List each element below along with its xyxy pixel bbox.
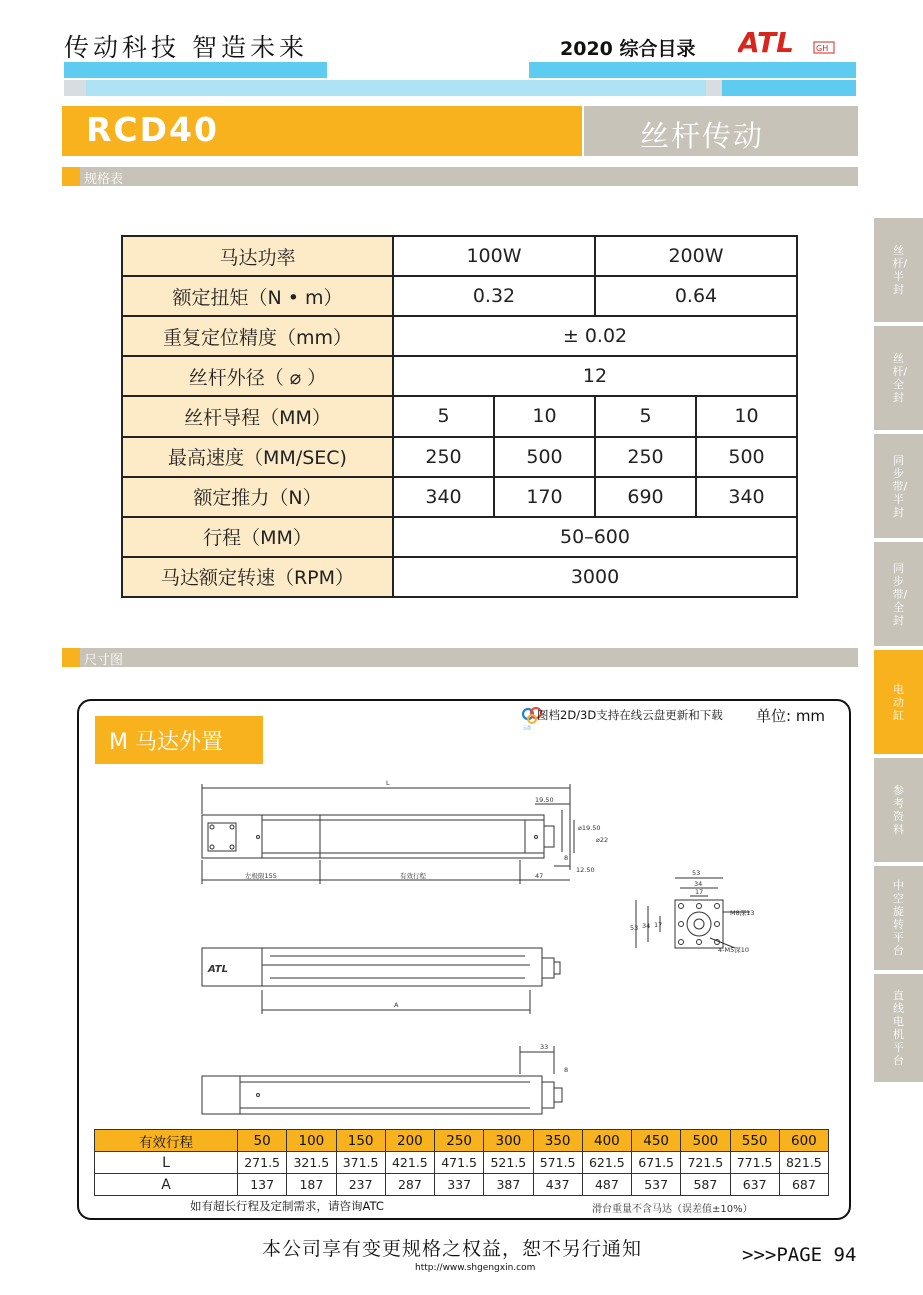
section-dimension-bar: [62, 648, 858, 667]
logo-text: ATL: [738, 28, 794, 56]
spec-row: [122, 316, 797, 356]
dimension-cell: 237: [336, 1174, 385, 1196]
spec-cell: 250: [393, 437, 494, 477]
spec-cell: 5: [595, 396, 696, 436]
side-tab-screw-half[interactable]: [874, 218, 923, 322]
stroke-cell: 300: [484, 1130, 533, 1152]
dimension-cell: 471.5: [435, 1152, 484, 1174]
side-tab-reference[interactable]: [874, 758, 923, 862]
dimension-cell: 521.5: [484, 1152, 533, 1174]
dim-34: 34: [694, 880, 703, 888]
dimension-cell: 321.5: [287, 1152, 336, 1174]
dimension-row-label: L: [95, 1152, 238, 1174]
spec-row: [122, 557, 797, 597]
spec-cell: 0.64: [595, 276, 797, 316]
spec-cell: 690: [595, 477, 696, 517]
dim-phi19-50: ⌀19.50: [578, 824, 601, 832]
dimension-cell: 287: [385, 1174, 434, 1196]
dimension-cell: 387: [484, 1174, 533, 1196]
dimension-cell: 571.5: [533, 1152, 582, 1174]
dimension-cell: 337: [435, 1174, 484, 1196]
atl-logo: [738, 28, 848, 56]
motor-config-tag: M 马达外置: [95, 716, 263, 764]
dimension-cell: 371.5: [336, 1152, 385, 1174]
dimension-cell: 437: [533, 1174, 582, 1196]
spec-row: [122, 236, 797, 276]
dimension-cell: 671.5: [632, 1152, 681, 1174]
dim-33: 33: [540, 1043, 549, 1051]
page-number: >>>PAGE 94: [742, 1244, 857, 1266]
dim-8: 8: [564, 854, 569, 862]
dim-effective-stroke: 有效行程: [400, 872, 426, 880]
dimension-row-label: A: [95, 1174, 238, 1196]
dim-phi22: ⌀22: [596, 836, 609, 844]
stroke-cell: 150: [336, 1130, 385, 1152]
spec-cell: 0.32: [393, 276, 595, 316]
side-tab-label: 电动缸: [893, 682, 904, 722]
stroke-cell: 500: [681, 1130, 730, 1152]
body-logo-text: ATL: [208, 964, 228, 975]
spec-cell: 200W: [595, 236, 797, 276]
stroke-cell: 250: [435, 1130, 484, 1152]
spec-cell: 500: [696, 437, 797, 477]
spec-row: [122, 396, 797, 436]
dimension-cell: 771.5: [730, 1152, 779, 1174]
spec-cell: 100W: [393, 236, 595, 276]
dimension-cell: 537: [632, 1174, 681, 1196]
dimension-cell: 721.5: [681, 1152, 730, 1174]
spec-label: 马达额定转速（RPM）: [122, 557, 393, 597]
catalog-title: 2020 综合目录: [560, 38, 696, 60]
section-dimension-label: 尺寸图: [84, 653, 124, 668]
side-tab-screw-full[interactable]: [874, 326, 923, 430]
spec-row: [122, 276, 797, 316]
dimension-header-label: 有效行程: [95, 1130, 238, 1152]
dim-19-50: 19.50: [535, 796, 554, 804]
spec-label: 行程（MM）: [122, 517, 393, 557]
stroke-cell: 600: [779, 1130, 828, 1152]
dimension-cell: 587: [681, 1174, 730, 1196]
header-bar-cyan-end: [722, 80, 856, 96]
dim-53: 53: [692, 869, 701, 877]
dim-left-limit: 左极限155: [245, 872, 277, 880]
dim-34-vertical: 34: [642, 922, 651, 930]
stroke-cell: 200: [385, 1130, 434, 1152]
header-bar-cyan-left: [64, 62, 327, 78]
header-bar-light: [86, 80, 706, 96]
dimension-cell: 637: [730, 1174, 779, 1196]
side-tab-belt-half[interactable]: [874, 434, 923, 538]
side-tab-label: 同步带/全封: [892, 561, 908, 627]
stroke-cell: 400: [582, 1130, 631, 1152]
spec-label: 额定扭矩（N • m）: [122, 276, 393, 316]
side-tab-label: 同步带/半封: [892, 453, 908, 519]
side-tab-hollow-rotary[interactable]: [874, 866, 923, 970]
side-tab-linear-motor[interactable]: [874, 974, 923, 1082]
unit-label: 单位: mm: [756, 707, 826, 725]
cloud-download-note: 图档2D/3D支持在线云盘更新和下载: [537, 708, 723, 722]
stroke-cell: 550: [730, 1130, 779, 1152]
dimension-cell: 487: [582, 1174, 631, 1196]
dim-A: A: [394, 1001, 399, 1009]
spec-label: 马达功率: [122, 236, 393, 276]
dimension-cell: 271.5: [238, 1152, 287, 1174]
spec-cell: 340: [696, 477, 797, 517]
spec-row: [122, 437, 797, 477]
dim-12-50: 12.50: [576, 866, 595, 874]
logo-sub-text: GH: [816, 44, 829, 53]
footer-disclaimer: 本公司享有变更规格之权益，恕不另行通知: [262, 1238, 643, 1260]
third-view: [202, 1046, 562, 1114]
spec-cell: 5: [393, 396, 494, 436]
side-view: [202, 948, 560, 1014]
spec-label: 最高速度（MM/SEC): [122, 437, 393, 477]
dim-17: 17: [695, 888, 704, 896]
side-tab-belt-full[interactable]: [874, 542, 923, 646]
spec-row: [122, 517, 797, 557]
spec-cell: 170: [494, 477, 595, 517]
header-slogan: 传动科技 智造未来: [64, 33, 308, 62]
header-bar-gap: [327, 62, 527, 78]
dimension-cell: 621.5: [582, 1152, 631, 1174]
section-spec-bar: [62, 167, 858, 186]
dim-8-side: 8: [564, 1066, 569, 1074]
spec-cell: 500: [494, 437, 595, 477]
dimension-cell: 687: [779, 1174, 828, 1196]
stroke-cell: 50: [238, 1130, 287, 1152]
dimension-table: [94, 1129, 829, 1196]
stroke-cell: 450: [632, 1130, 681, 1152]
dimension-cell: 187: [287, 1174, 336, 1196]
spec-cell: 50–600: [393, 517, 797, 557]
header-bar-cyan-right: [529, 62, 856, 78]
section-spec-label: 规格表: [84, 172, 124, 187]
side-tab-label: 丝杆/半封: [892, 244, 908, 296]
dim-L: L: [386, 779, 390, 787]
dimension-cell: 137: [238, 1174, 287, 1196]
category-title: 丝杆传动: [640, 119, 765, 153]
footer-url[interactable]: http://www.shgengxin.com: [415, 1263, 536, 1273]
dim-m8: M8深13: [730, 909, 755, 917]
side-tab-label: 直线电机平台: [893, 989, 904, 1067]
technical-drawing: [190, 770, 810, 1130]
spec-label: 丝杆外径（ ⌀ ）: [122, 356, 393, 396]
side-tab-label: 中空旋转平台: [893, 879, 904, 957]
dimension-cell: 821.5: [779, 1152, 828, 1174]
cloud-icon-label: 云盘: [523, 725, 531, 730]
dimension-cell: 421.5: [385, 1152, 434, 1174]
dim-47: 47: [535, 872, 544, 880]
spec-label: 重复定位精度（mm）: [122, 316, 393, 356]
spec-cell: 3000: [393, 557, 797, 597]
spec-row: [122, 356, 797, 396]
spec-cell: 250: [595, 437, 696, 477]
spec-cell: 10: [696, 396, 797, 436]
top-view: [202, 784, 574, 884]
spec-label: 丝杆导程（MM）: [122, 396, 393, 436]
dim-m5: 4-M5深10: [718, 946, 749, 954]
dim-53-vertical: 53: [630, 924, 639, 932]
spec-cell: ± 0.02: [393, 316, 797, 356]
dim-17-vertical: 17: [654, 921, 663, 929]
spec-row: [122, 477, 797, 517]
spec-cell: 12: [393, 356, 797, 396]
stroke-cell: 350: [533, 1130, 582, 1152]
weight-note: 滑台重量不含马达（误差值±10%）: [592, 1204, 753, 1215]
side-tab-label: 丝杆/全封: [892, 352, 908, 404]
dimension-header-row: [95, 1130, 829, 1152]
model-title: RCD40: [86, 110, 219, 149]
custom-stroke-note: 如有超长行程及定制需求，请咨询ATC: [190, 1199, 384, 1213]
dimension-row-L: [95, 1152, 829, 1174]
side-tab-label: 参考资料: [893, 784, 904, 836]
dimension-row-A: [95, 1174, 829, 1196]
header-bar-gray-stub: [64, 80, 86, 96]
side-tab-electric-cylinder[interactable]: [874, 650, 923, 754]
stroke-cell: 100: [287, 1130, 336, 1152]
spec-cell: 10: [494, 396, 595, 436]
spec-table: [121, 235, 798, 598]
header-bar-gray-stub-2: [706, 80, 722, 96]
spec-cell: 340: [393, 477, 494, 517]
spec-label: 额定推力（N）: [122, 477, 393, 517]
